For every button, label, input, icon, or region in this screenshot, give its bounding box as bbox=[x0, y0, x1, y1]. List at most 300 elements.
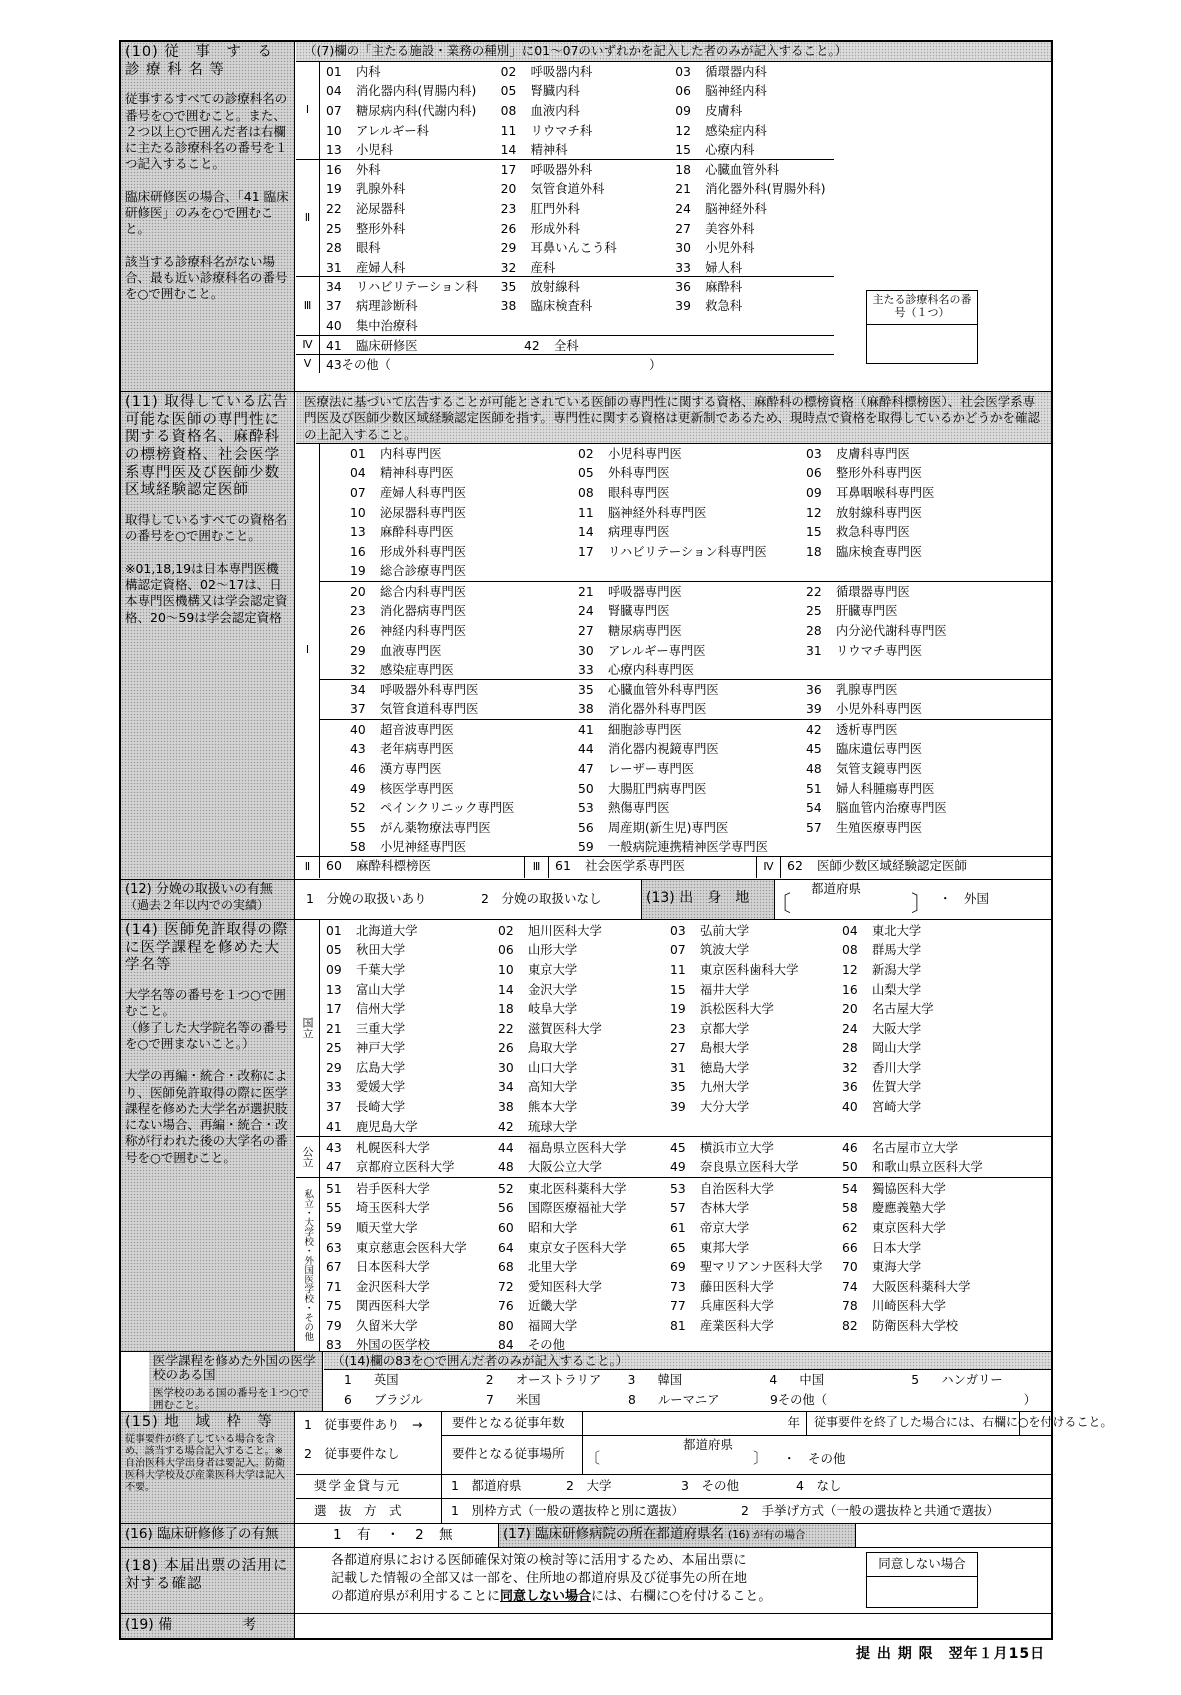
dept-item[interactable] bbox=[675, 202, 834, 216]
main-dept-box[interactable] bbox=[866, 290, 978, 364]
item-number: 38 bbox=[500, 299, 517, 314]
university-item[interactable] bbox=[670, 1002, 842, 1016]
university-item[interactable] bbox=[842, 1299, 1002, 1313]
cert-item[interactable] bbox=[350, 762, 578, 776]
item-label: オーストラリア bbox=[515, 1372, 602, 1387]
university-item[interactable] bbox=[326, 1041, 498, 1055]
selection-common[interactable]: 2 手挙げ方式（一般の選抜枠と共通で選抜） bbox=[741, 1503, 999, 1518]
dept-item[interactable] bbox=[326, 84, 501, 98]
university-item[interactable] bbox=[498, 963, 670, 977]
item-number: 39 bbox=[670, 1100, 686, 1115]
university-item[interactable] bbox=[326, 1002, 498, 1016]
university-item[interactable] bbox=[842, 1002, 1002, 1016]
cert-item[interactable] bbox=[578, 525, 806, 539]
item-label: 耳鼻いんこう科 bbox=[530, 241, 617, 256]
item-number: 52 bbox=[498, 1181, 514, 1196]
item-number: 50 bbox=[578, 781, 594, 796]
university-item[interactable] bbox=[670, 1260, 842, 1274]
dept-item[interactable] bbox=[326, 104, 501, 118]
cert-row bbox=[350, 522, 1051, 542]
cert-block bbox=[320, 680, 1051, 720]
cert-item[interactable] bbox=[350, 801, 578, 815]
university-item[interactable] bbox=[326, 1160, 498, 1174]
university-item[interactable] bbox=[498, 1002, 670, 1016]
cert-item[interactable] bbox=[806, 585, 1034, 599]
country-item[interactable] bbox=[628, 1373, 770, 1387]
university-item[interactable] bbox=[842, 943, 1002, 957]
item-number: 64 bbox=[498, 1240, 514, 1255]
item-label: その他 bbox=[528, 1338, 565, 1353]
training-completed[interactable]: 1 有 ・ 2 無 bbox=[333, 1527, 454, 1543]
university-item[interactable] bbox=[670, 1201, 842, 1215]
cert-item[interactable] bbox=[578, 723, 806, 737]
s18-text-2: 記載した情報の全部又は一部を、住所地の都道府県及び従事先の所在地 bbox=[331, 1571, 748, 1586]
cert-item[interactable] bbox=[350, 545, 578, 559]
university-item[interactable] bbox=[842, 1080, 1002, 1094]
dept-item[interactable] bbox=[326, 143, 501, 157]
university-item[interactable] bbox=[842, 1260, 1002, 1274]
item-label: リハビリテーション科専門医 bbox=[608, 544, 767, 559]
cert-item[interactable] bbox=[806, 683, 1034, 697]
cert-item[interactable] bbox=[350, 486, 578, 500]
item-label: 関西医科大学 bbox=[356, 1299, 430, 1314]
university-item[interactable] bbox=[498, 943, 670, 957]
dept-item[interactable] bbox=[326, 182, 501, 196]
item-label: 糖尿病専門医 bbox=[608, 623, 682, 638]
cert-item[interactable] bbox=[578, 585, 806, 599]
university-item[interactable] bbox=[498, 1080, 670, 1094]
item-number: 31 bbox=[806, 643, 822, 658]
university-item[interactable] bbox=[326, 1061, 498, 1075]
university-item[interactable] bbox=[670, 1160, 842, 1174]
delivery-no[interactable]: 2 分娩の取扱いなし bbox=[481, 891, 602, 906]
cert-item[interactable] bbox=[806, 723, 1034, 737]
item-number: 13 bbox=[326, 982, 342, 997]
s18-text-1: 各都道府県における医師確保対策の検討等に活用するため、本届出票に bbox=[331, 1553, 747, 1568]
item-number: 25 bbox=[806, 604, 822, 619]
cert-item[interactable] bbox=[806, 447, 1034, 461]
university-item[interactable] bbox=[670, 1299, 842, 1313]
university-item[interactable] bbox=[326, 1241, 498, 1255]
item-number: 80 bbox=[498, 1318, 514, 1333]
item-label: 福岡大学 bbox=[528, 1318, 578, 1333]
university-item[interactable] bbox=[842, 1160, 1002, 1174]
university-item[interactable] bbox=[498, 1141, 670, 1155]
item-label: その他（ ） bbox=[341, 357, 662, 372]
cert-item[interactable] bbox=[350, 644, 578, 658]
dept-item[interactable] bbox=[326, 357, 662, 372]
item-number: 45 bbox=[670, 1140, 686, 1155]
dept-item[interactable] bbox=[675, 280, 834, 294]
university-item[interactable] bbox=[842, 1319, 1002, 1333]
scholarship-label: 奨学金貸与元 bbox=[314, 1478, 402, 1493]
university-item[interactable] bbox=[326, 983, 498, 997]
item-label: 皮膚科 bbox=[705, 103, 743, 118]
birthplace-foreign[interactable]: ・ 外国 bbox=[939, 891, 990, 906]
university-item[interactable] bbox=[842, 1061, 1002, 1075]
item-label: 金沢大学 bbox=[528, 982, 578, 997]
item-label: 信州大学 bbox=[356, 1002, 406, 1017]
country-item[interactable] bbox=[344, 1393, 486, 1407]
university-item[interactable] bbox=[498, 983, 670, 997]
item-label: 鳥取大学 bbox=[528, 1041, 578, 1056]
dept-item[interactable] bbox=[501, 65, 676, 79]
requirement-no[interactable]: 2 従事要件なし bbox=[304, 1446, 400, 1461]
university-item[interactable] bbox=[326, 1260, 498, 1274]
cert-item[interactable] bbox=[806, 545, 1034, 559]
item-label: 福島県立医科大学 bbox=[528, 1140, 627, 1155]
training-pref-input[interactable] bbox=[857, 1524, 1051, 1548]
cert-item[interactable] bbox=[787, 859, 1048, 873]
university-item[interactable] bbox=[670, 1022, 842, 1036]
country-item[interactable] bbox=[769, 1373, 911, 1387]
cert-item[interactable] bbox=[350, 506, 578, 520]
cert-item[interactable] bbox=[806, 624, 1034, 638]
years-input[interactable] bbox=[582, 1412, 807, 1436]
item-number: 23 bbox=[500, 201, 517, 216]
cert-item[interactable] bbox=[578, 506, 806, 520]
dept-item[interactable] bbox=[675, 299, 834, 313]
delivery-yes[interactable]: 1 分娩の取扱いあり bbox=[306, 891, 427, 906]
dept-item[interactable] bbox=[501, 124, 676, 138]
cert-item[interactable] bbox=[806, 604, 1034, 618]
dept-item[interactable] bbox=[501, 84, 676, 98]
university-item[interactable] bbox=[326, 1141, 498, 1155]
place-other[interactable]: ・ その他 bbox=[783, 1451, 846, 1466]
years-label: 要件となる従事年数 bbox=[452, 1415, 565, 1430]
item-number: 05 bbox=[326, 943, 342, 958]
cert-item[interactable] bbox=[350, 742, 578, 756]
university-item[interactable] bbox=[670, 963, 842, 977]
dept-item[interactable] bbox=[501, 280, 676, 294]
university-item[interactable] bbox=[670, 943, 842, 957]
dept-item[interactable] bbox=[326, 65, 501, 79]
item-number: 37 bbox=[350, 702, 366, 717]
dept-item[interactable] bbox=[501, 163, 676, 177]
dept-item[interactable] bbox=[675, 124, 834, 138]
item-number: 42 bbox=[524, 338, 540, 353]
university-item[interactable] bbox=[326, 924, 498, 938]
cert-item[interactable] bbox=[578, 782, 806, 796]
university-item[interactable] bbox=[326, 1100, 498, 1114]
cert-item[interactable] bbox=[806, 782, 1034, 796]
dept-item[interactable] bbox=[326, 241, 501, 255]
university-item[interactable] bbox=[498, 1182, 670, 1196]
university-row bbox=[326, 1238, 1051, 1258]
dept-item[interactable] bbox=[675, 143, 834, 157]
university-item[interactable] bbox=[326, 1022, 498, 1036]
item-number: 48 bbox=[806, 761, 822, 776]
item-label: 心臓血管外科 bbox=[705, 162, 780, 177]
cert-item[interactable] bbox=[578, 742, 806, 756]
cert-item[interactable] bbox=[350, 604, 578, 618]
dept-item[interactable] bbox=[501, 261, 676, 275]
university-item[interactable] bbox=[498, 1120, 670, 1134]
university-item[interactable] bbox=[326, 1201, 498, 1215]
university-item[interactable] bbox=[670, 1061, 842, 1075]
cert-item[interactable] bbox=[578, 466, 806, 480]
university-item[interactable] bbox=[670, 1241, 842, 1255]
item-number: 30 bbox=[675, 241, 691, 256]
cert-item[interactable] bbox=[350, 683, 578, 697]
cert-item[interactable] bbox=[806, 466, 1034, 480]
item-number: 20 bbox=[842, 1002, 858, 1017]
university-item[interactable] bbox=[842, 963, 1002, 977]
university-item[interactable] bbox=[842, 1201, 1002, 1215]
dept-item[interactable] bbox=[326, 261, 501, 275]
university-item[interactable] bbox=[670, 1041, 842, 1055]
item-number: 22 bbox=[806, 584, 822, 599]
item-number: 56 bbox=[578, 820, 594, 835]
cert-item[interactable] bbox=[806, 506, 1034, 520]
cert-item[interactable] bbox=[806, 801, 1034, 815]
s14-label: (14) 医師免許取得の際に医学課程を修めた大学名等 bbox=[125, 922, 289, 974]
s18-text-3c: には、右欄に○を付けること。 bbox=[591, 1589, 772, 1604]
university-row bbox=[326, 1138, 1051, 1158]
dept-item[interactable] bbox=[501, 143, 676, 157]
university-item[interactable] bbox=[498, 1041, 670, 1055]
dept-item[interactable] bbox=[326, 124, 501, 138]
cert-item[interactable] bbox=[350, 702, 578, 716]
item-label: 社会医学系専門医 bbox=[585, 858, 686, 873]
cert-item[interactable] bbox=[806, 762, 1034, 776]
dept-item[interactable] bbox=[501, 222, 676, 236]
cert-item[interactable] bbox=[350, 585, 578, 599]
country-item[interactable] bbox=[911, 1373, 1051, 1387]
dept-row bbox=[326, 62, 834, 82]
university-item[interactable] bbox=[326, 963, 498, 977]
s14b-label: 医学課程を修めた外国の医学校のある国 bbox=[153, 1353, 316, 1383]
cert-item[interactable] bbox=[578, 821, 806, 835]
dept-item[interactable] bbox=[675, 163, 834, 177]
cert-item[interactable] bbox=[578, 486, 806, 500]
country-row bbox=[324, 1370, 1051, 1390]
dept-item[interactable] bbox=[675, 182, 834, 196]
dept-item[interactable] bbox=[675, 84, 834, 98]
university-item[interactable] bbox=[842, 1280, 1002, 1294]
scholarship-option[interactable]: 4 なし bbox=[796, 1478, 842, 1493]
item-number: 35 bbox=[670, 1080, 686, 1095]
university-item[interactable] bbox=[326, 1280, 498, 1294]
university-item[interactable] bbox=[326, 1080, 498, 1094]
cert-item[interactable] bbox=[555, 859, 753, 873]
country-item[interactable] bbox=[770, 1392, 1037, 1407]
dept-item[interactable] bbox=[524, 339, 722, 353]
scholarship-option[interactable]: 2 大学 bbox=[566, 1478, 612, 1493]
university-item[interactable] bbox=[498, 1260, 670, 1274]
cert-item[interactable] bbox=[350, 447, 578, 461]
university-item[interactable] bbox=[842, 1182, 1002, 1196]
dept-item[interactable] bbox=[326, 339, 524, 353]
university-item[interactable] bbox=[842, 924, 1002, 938]
cert-item[interactable] bbox=[326, 859, 520, 873]
cert-item[interactable] bbox=[578, 624, 806, 638]
selection-separate[interactable]: 1 別枠方式（一般の選抜枠と別に選抜） bbox=[451, 1503, 684, 1518]
item-number: 26 bbox=[350, 623, 366, 638]
cert-item[interactable] bbox=[578, 702, 806, 716]
university-item[interactable] bbox=[842, 1241, 1002, 1255]
item-number: 18 bbox=[806, 544, 822, 559]
country-item[interactable] bbox=[344, 1373, 486, 1387]
item-label: 泌尿器科 bbox=[356, 201, 406, 216]
item-label: 和歌山県立医科大学 bbox=[872, 1160, 983, 1175]
cert-item[interactable] bbox=[350, 723, 578, 737]
university-item[interactable] bbox=[326, 1299, 498, 1313]
country-item[interactable] bbox=[486, 1373, 628, 1387]
dept-item[interactable] bbox=[501, 299, 676, 313]
item-number: 24 bbox=[578, 604, 594, 619]
requirement-yes[interactable]: 1 従事要件あり → bbox=[304, 1417, 423, 1432]
item-label: 東京医科大学 bbox=[872, 1220, 946, 1235]
dept-item[interactable] bbox=[675, 65, 834, 79]
item-number: 31 bbox=[670, 1060, 686, 1075]
s19-label: (19) 備 考 bbox=[121, 1614, 295, 1638]
cert-item[interactable] bbox=[578, 644, 806, 658]
university-item[interactable] bbox=[670, 1221, 842, 1235]
university-item[interactable] bbox=[498, 1201, 670, 1215]
dept-item[interactable] bbox=[501, 202, 676, 216]
university-item[interactable] bbox=[326, 1182, 498, 1196]
cert-item[interactable] bbox=[350, 663, 578, 677]
item-label: アレルギー科 bbox=[356, 123, 429, 138]
university-item[interactable] bbox=[326, 1120, 498, 1134]
cert-item[interactable] bbox=[350, 466, 578, 480]
dept-item[interactable] bbox=[326, 222, 501, 236]
university-item[interactable] bbox=[842, 1141, 1002, 1155]
university-item[interactable] bbox=[498, 1100, 670, 1114]
university-item[interactable] bbox=[498, 1280, 670, 1294]
item-number: 18 bbox=[498, 1002, 514, 1017]
university-row bbox=[326, 1316, 1051, 1336]
cert-item[interactable] bbox=[350, 840, 578, 854]
cert-item[interactable] bbox=[806, 644, 1034, 658]
item-label: 埼玉医科大学 bbox=[356, 1201, 430, 1216]
dept-item[interactable] bbox=[326, 299, 501, 313]
university-item[interactable] bbox=[498, 1299, 670, 1313]
item-number: 57 bbox=[670, 1201, 686, 1216]
cert-item[interactable] bbox=[578, 663, 806, 677]
cert-item[interactable] bbox=[578, 801, 806, 815]
item-label: 小児外科 bbox=[705, 241, 755, 256]
scholarship-option[interactable]: 1 都道府県 bbox=[451, 1478, 522, 1493]
university-item[interactable] bbox=[498, 924, 670, 938]
cert-item[interactable] bbox=[578, 840, 806, 854]
country-item[interactable] bbox=[486, 1393, 628, 1407]
university-item[interactable] bbox=[326, 1221, 498, 1235]
cert-item[interactable] bbox=[806, 821, 1034, 835]
item-label: 旭川医科大学 bbox=[528, 923, 602, 938]
cert-item[interactable] bbox=[350, 782, 578, 796]
cert-item[interactable] bbox=[350, 821, 578, 835]
university-item[interactable] bbox=[498, 1061, 670, 1075]
university-item[interactable] bbox=[326, 943, 498, 957]
university-item[interactable] bbox=[670, 924, 842, 938]
item-number: 58 bbox=[842, 1201, 858, 1216]
birthplace-pref-label: 都道府県 bbox=[811, 881, 862, 896]
cert-item[interactable] bbox=[578, 604, 806, 618]
university-item[interactable] bbox=[670, 1319, 842, 1333]
cert-item[interactable] bbox=[578, 683, 806, 697]
dept-item[interactable] bbox=[326, 319, 524, 333]
university-item[interactable] bbox=[842, 1041, 1002, 1055]
dept-item[interactable] bbox=[675, 261, 834, 275]
dept-item[interactable] bbox=[326, 202, 501, 216]
cert-block bbox=[320, 582, 1051, 680]
s11-group-I: Ⅰ bbox=[296, 444, 320, 856]
item-label: 婦人科腫瘍専門医 bbox=[836, 781, 935, 796]
item-number: 61 bbox=[670, 1220, 686, 1235]
dept-item[interactable] bbox=[675, 104, 834, 118]
dept-item[interactable] bbox=[501, 182, 676, 196]
university-item[interactable] bbox=[842, 1100, 1002, 1114]
university-item[interactable] bbox=[326, 1338, 498, 1352]
s11-label: (11) 取得している広告可能な医師の専門性に関する資格名、麻酔科の標榜資格、社会医学系専門医及び医師少数区域経験認定医師 bbox=[125, 394, 289, 499]
university-item[interactable] bbox=[498, 1319, 670, 1333]
dept-item[interactable] bbox=[675, 222, 834, 236]
country-item[interactable] bbox=[628, 1393, 770, 1407]
university-item[interactable] bbox=[670, 983, 842, 997]
dept-item[interactable] bbox=[501, 104, 676, 118]
requirement-ended-box[interactable] bbox=[1019, 1412, 1052, 1436]
item-label: 藤田医科大学 bbox=[700, 1279, 774, 1294]
university-item[interactable] bbox=[326, 1319, 498, 1333]
university-item[interactable] bbox=[842, 1022, 1002, 1036]
cert-item[interactable] bbox=[806, 742, 1034, 756]
dept-item[interactable] bbox=[501, 241, 676, 255]
university-item[interactable] bbox=[670, 1080, 842, 1094]
university-item[interactable] bbox=[498, 1221, 670, 1235]
cert-item[interactable] bbox=[350, 525, 578, 539]
cert-item[interactable] bbox=[578, 447, 806, 461]
section-19 bbox=[121, 1614, 1051, 1638]
item-number: 11 bbox=[500, 123, 517, 138]
cert-item[interactable] bbox=[806, 525, 1034, 539]
cert-item[interactable] bbox=[350, 564, 578, 578]
dept-item[interactable] bbox=[675, 241, 834, 255]
cert-item[interactable] bbox=[806, 702, 1034, 716]
university-item[interactable] bbox=[498, 1338, 670, 1352]
item-number: 33 bbox=[675, 260, 691, 275]
item-number: 32 bbox=[500, 260, 517, 275]
university-item[interactable] bbox=[670, 1182, 842, 1196]
cert-item[interactable] bbox=[806, 486, 1034, 500]
item-number: 73 bbox=[670, 1279, 686, 1294]
item-label: 血液専門医 bbox=[380, 643, 442, 658]
university-item[interactable] bbox=[670, 1141, 842, 1155]
university-item[interactable] bbox=[670, 1100, 842, 1114]
remarks-input[interactable] bbox=[296, 1614, 1051, 1638]
university-item[interactable] bbox=[670, 1280, 842, 1294]
item-number: 04 bbox=[350, 466, 366, 481]
cert-item[interactable] bbox=[578, 545, 806, 559]
university-item[interactable] bbox=[498, 1241, 670, 1255]
cert-item[interactable] bbox=[350, 624, 578, 638]
dept-item[interactable] bbox=[326, 163, 501, 177]
cert-item[interactable] bbox=[578, 762, 806, 776]
item-number: 38 bbox=[578, 702, 594, 717]
dept-row bbox=[326, 316, 834, 336]
university-item[interactable] bbox=[498, 1022, 670, 1036]
university-item[interactable] bbox=[842, 1221, 1002, 1235]
item-number: 78 bbox=[842, 1299, 858, 1314]
item-number: 4 bbox=[769, 1372, 778, 1387]
university-item[interactable] bbox=[842, 983, 1002, 997]
no-consent-box[interactable] bbox=[866, 1552, 978, 1608]
s12-sub: （過去２年以内での実績） bbox=[125, 897, 270, 912]
dept-item[interactable] bbox=[326, 280, 501, 294]
university-item[interactable] bbox=[498, 1160, 670, 1174]
scholarship-option[interactable]: 3 その他 bbox=[681, 1478, 739, 1493]
